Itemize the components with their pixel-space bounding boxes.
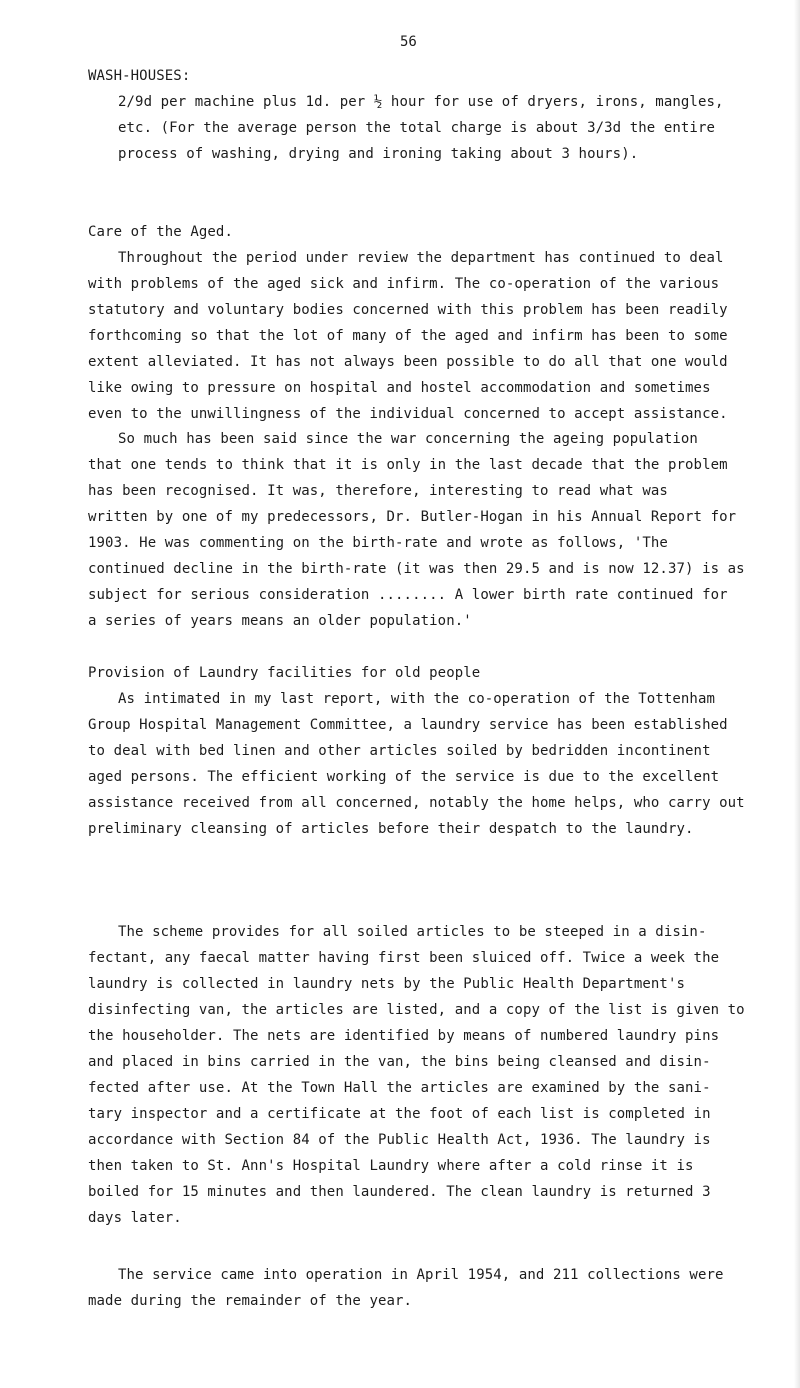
text-line: 1903. He was commenting on the birth-rate and wrote as follows, 'The (88, 535, 668, 551)
text-line: boiled for 15 minutes and then laundered. The clean laundry is returned 3 (88, 1184, 711, 1200)
text-line: has been recognised. It was, therefore, interesting to read what was (88, 483, 668, 499)
text-line: Throughout the period under review the department has continued to deal (118, 250, 724, 266)
paragraph (88, 1262, 788, 1314)
text-line: and placed in bins carried in the van, the bins being cleansed and disin- (88, 1054, 711, 1070)
section-wash-houses (88, 63, 788, 167)
text-line: So much has been said since the war concerning the ageing population (118, 431, 698, 447)
page-edge-shadow (794, 0, 800, 1388)
text-line: preliminary cleansing of articles before their despatch to the laundry. (88, 821, 694, 837)
page-number: 56 (400, 34, 417, 50)
text-line: continued decline in the birth-rate (it was then 29.5 and is now 12.37) is as (88, 561, 745, 577)
text-line: aged persons. The efficient working of the service is due to the excellent (88, 769, 720, 785)
text-line: that one tends to think that it is only in the last decade that the problem (88, 457, 728, 473)
text-line: written by one of my predecessors, Dr. Butler-Hogan in his Annual Report for (88, 509, 737, 525)
text-line: accordance with Section 84 of the Public Health Act, 1936. The laundry is (88, 1132, 711, 1148)
text-line: a series of years means an older population.' (88, 613, 472, 629)
text-line: forthcoming so that the lot of many of the aged and infirm has been to some (88, 328, 728, 344)
text-line: fectant, any faecal matter having first been sluiced off. Twice a week the (88, 950, 720, 966)
text-line: process of washing, drying and ironing taking about 3 hours). (118, 146, 639, 162)
text-line: made during the remainder of the year. (88, 1293, 413, 1309)
paragraph (88, 426, 788, 634)
text-line: As intimated in my last report, with the co-operation of the Tottenham (118, 691, 716, 707)
text-line: statutory and voluntary bodies concerned with this problem has been readily (88, 302, 728, 318)
paragraph (88, 686, 788, 842)
text-line: disinfecting van, the articles are listed, and a copy of the list is given to (88, 1002, 745, 1018)
text-line: days later. (88, 1210, 182, 1226)
text-line: The service came into operation in April 1954, and 211 collections were (118, 1267, 724, 1283)
text-line: to deal with bed linen and other articles soiled by bedridden incontinent (88, 743, 711, 759)
text-line: laundry is collected in laundry nets by the Public Health Department's (88, 976, 686, 992)
paragraph (88, 89, 788, 167)
section-laundry (88, 660, 788, 842)
section-laundry-scheme (88, 919, 788, 1231)
section-heading: Provision of Laundry facilities for old people (88, 665, 481, 681)
text-line: subject for serious consideration ........ A lower birth rate continued for (88, 587, 728, 603)
paragraph (88, 919, 788, 1231)
text-line: The scheme provides for all soiled articles to be steeped in a disin- (118, 924, 707, 940)
text-line: even to the unwillingness of the individual concerned to accept assistance. (88, 406, 728, 422)
section-heading: Care of the Aged. (88, 224, 233, 240)
text-line: tary inspector and a certificate at the foot of each list is completed in (88, 1106, 711, 1122)
section-care-of-aged (88, 219, 788, 427)
text-line: fected after use. At the Town Hall the articles are examined by the sani- (88, 1080, 711, 1096)
text-line: Group Hospital Management Committee, a laundry service has been established (88, 717, 728, 733)
text-line: then taken to St. Ann's Hospital Laundry where after a cold rinse it is (88, 1158, 694, 1174)
section-care-of-aged-continued (88, 426, 788, 634)
section-laundry-service (88, 1262, 788, 1314)
text-line: assistance received from all concerned, notably the home helps, who carry out (88, 795, 745, 811)
section-heading: WASH-HOUSES: (88, 68, 191, 84)
text-line: etc. (For the average person the total charge is about 3/3d the entire (118, 120, 716, 136)
text-line: extent alleviated. It has not always been possible to do all that one would (88, 354, 728, 370)
text-line: 2/9d per machine plus 1d. per ½ hour for use of dryers, irons, mangles, (118, 94, 724, 110)
text-line: the householder. The nets are identified by means of numbered laundry pins (88, 1028, 720, 1044)
paragraph (88, 245, 788, 427)
text-line: with problems of the aged sick and infirm. The co-operation of the various (88, 276, 720, 292)
text-line: like owing to pressure on hospital and hostel accommodation and sometimes (88, 380, 711, 396)
